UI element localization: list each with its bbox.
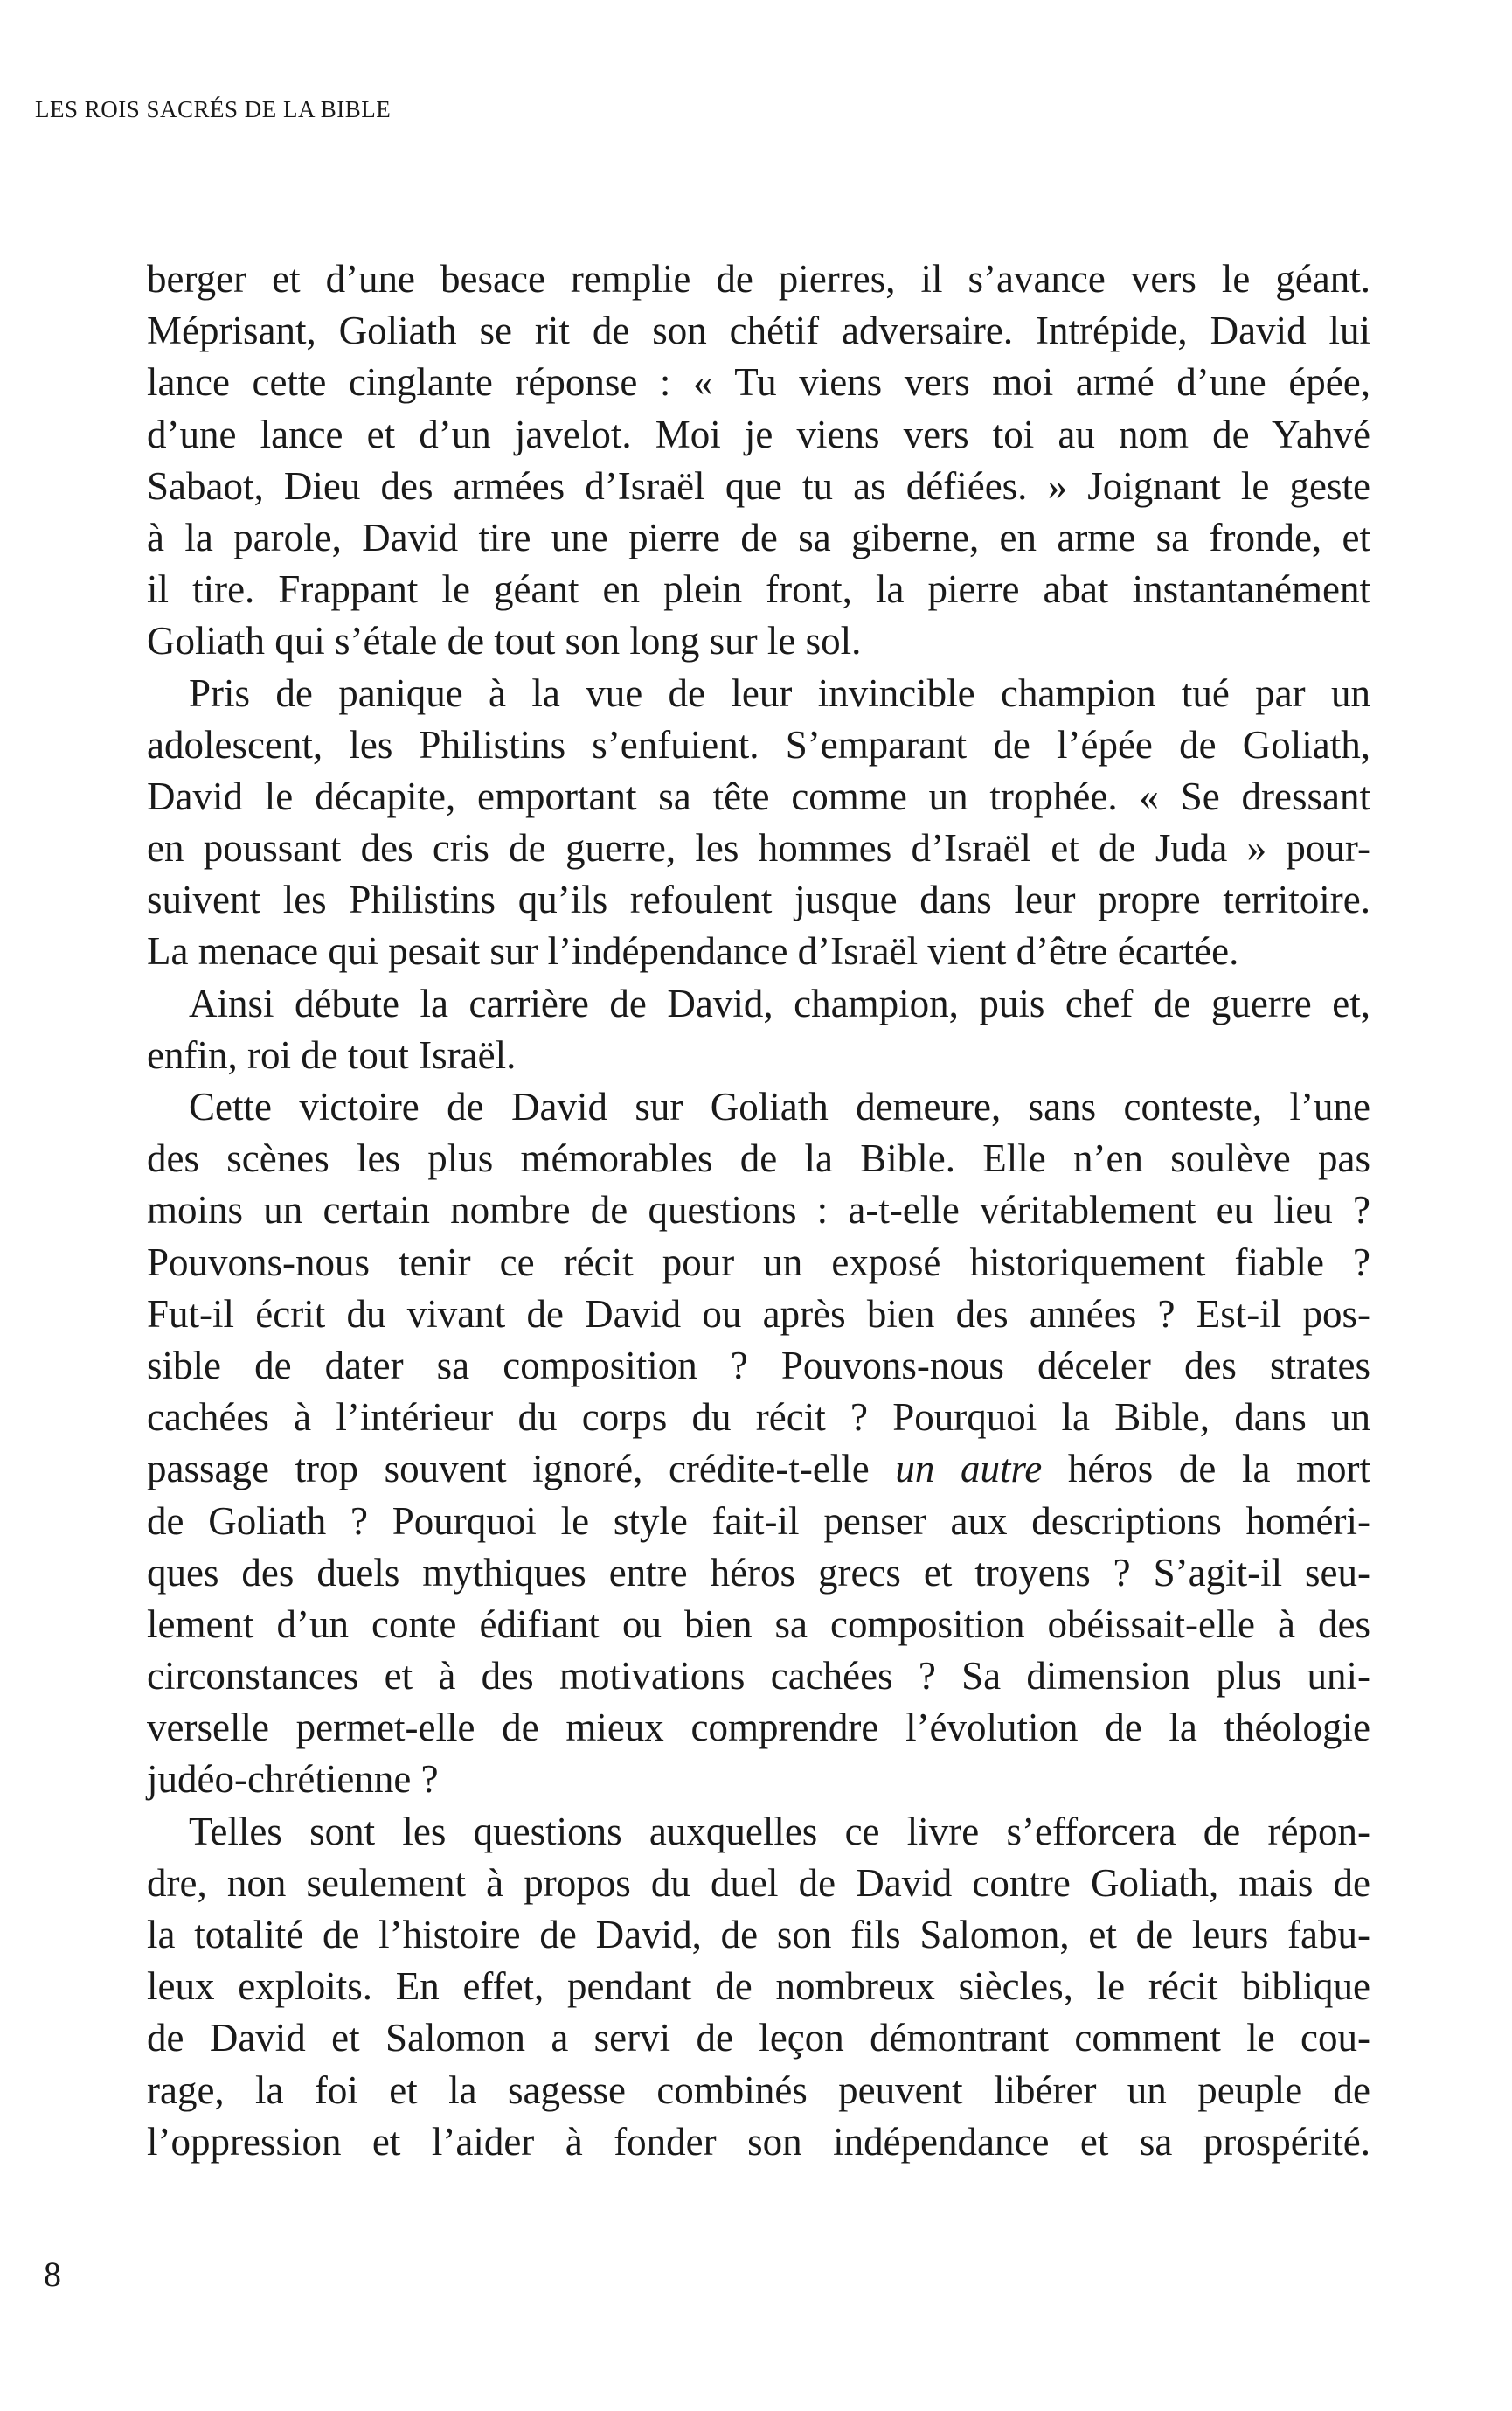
text-line: judéo-chrétienne ? [147, 1757, 439, 1802]
text-line: en poussant des cris de guerre, les hommes d’Israël et de Juda » pour- [147, 826, 1370, 871]
running-head: LES ROIS SACRÉS DE LA BIBLE [35, 96, 392, 122]
text-line: lement d’un conte édifiant ou bien sa composition obéissait-elle à des [147, 1602, 1370, 1646]
text-line: Cette victoire de David sur Goliath demeure, sans conteste, l’une [189, 1085, 1370, 1129]
text-line: Ainsi débute la carrière de David, champion, puis chef de guerre et, [189, 981, 1370, 1025]
text-line: Goliath qui s’étale de tout son long sur le sol. [147, 619, 862, 664]
text-line: verselle permet-elle de mieux comprendre l’évolution de la théologie [147, 1706, 1370, 1750]
text-line: rage, la foi et la sagesse combinés peuvent libérer un peuple de [147, 2067, 1370, 2112]
text-line: dre, non seulement à propos du duel de David contre Goliath, mais de [147, 1860, 1370, 1905]
text-line: leux exploits. En effet, pendant de nombreux siècles, le récit biblique [147, 1964, 1370, 2009]
text-line: ques des duels mythiques entre héros grecs et troyens ? S’agit-il seu- [147, 1550, 1370, 1595]
text-line: moins un certain nombre de questions : a-t-elle véritablement eu lieu ? [147, 1188, 1370, 1233]
text-line: d’une lance et d’un javelot. Moi je viens vers toi au nom de Yahvé [147, 412, 1370, 456]
text-line: Méprisant, Goliath se rit de son chétif adversaire. Intrépide, David lui [147, 309, 1370, 353]
text-line: la totalité de l’histoire de David, de son fils Salomon, et de leurs fabu- [147, 1913, 1370, 1956]
text-line: Sabaot, Dieu des armées d’Israël que tu as défiées. » Joignant le geste [147, 463, 1370, 508]
emphasis-text: un autre [895, 1447, 1043, 1491]
text-line: sible de dater sa composition ? Pouvons-nous déceler des strates [147, 1343, 1370, 1387]
page-number: 8 [44, 2255, 61, 2294]
text-line: La menace qui pesait sur l’indépendance d’Israël vient d’être écartée. [147, 929, 1239, 974]
text-line: l’oppression et l’aider à fonder son indépendance et sa prospérité. [147, 2119, 1370, 2164]
line-segment: passage trop souvent ignoré, crédite-t-elle [147, 1447, 870, 1491]
text-line: berger et d’une besace remplie de pierres, il s’avance vers le géant. [147, 257, 1370, 301]
text-line: adolescent, les Philistins s’enfuient. S’emparant de l’épée de Goliath, [147, 722, 1370, 767]
text-line: David le décapite, emportant sa tête comme un trophée. « Se dressant [147, 774, 1370, 818]
text-line: Fut-il écrit du vivant de David ou après bien des années ? Est-il pos- [147, 1291, 1370, 1336]
text-line-mixed [147, 1443, 1370, 1495]
text-line: cachées à l’intérieur du corps du récit ? Pourquoi la Bible, dans un [147, 1395, 1370, 1440]
text-line: de David et Salomon a servi de leçon démontrant comment le cou- [147, 2016, 1370, 2060]
text-line: de Goliath ? Pourquoi le style fait-il penser aux descriptions homéri- [147, 1498, 1370, 1543]
text-line: à la parole, David tire une pierre de sa giberne, en arme sa fronde, et [147, 515, 1370, 559]
text-line: circonstances et à des motivations cachées ? Sa dimension plus uni- [147, 1654, 1370, 1699]
body-text [147, 254, 1370, 2168]
text-line: suivent les Philistins qu’ils refoulent jusque dans leur propre territoire. [147, 878, 1370, 922]
text-line: enfin, roi de tout Israël. [147, 1032, 517, 1077]
text-line: lance cette cinglante réponse : « Tu viens vers moi armé d’une épée, [147, 360, 1370, 405]
text-line: des scènes les plus mémorables de la Bible. Elle n’en soulève pas [147, 1136, 1370, 1181]
text-line: Telles sont les questions auxquelles ce livre s’efforcera de répon- [189, 1809, 1370, 1853]
text-line: Pris de panique à la vue de leur invincible champion tué par un [189, 670, 1370, 715]
line-segment: héros de la mort [1067, 1447, 1370, 1491]
text-line: Pouvons-nous tenir ce récit pour un exposé historiquement fiable ? [147, 1240, 1370, 1284]
text-line: il tire. Frappant le géant en plein front, la pierre abat instantanément [147, 567, 1370, 612]
